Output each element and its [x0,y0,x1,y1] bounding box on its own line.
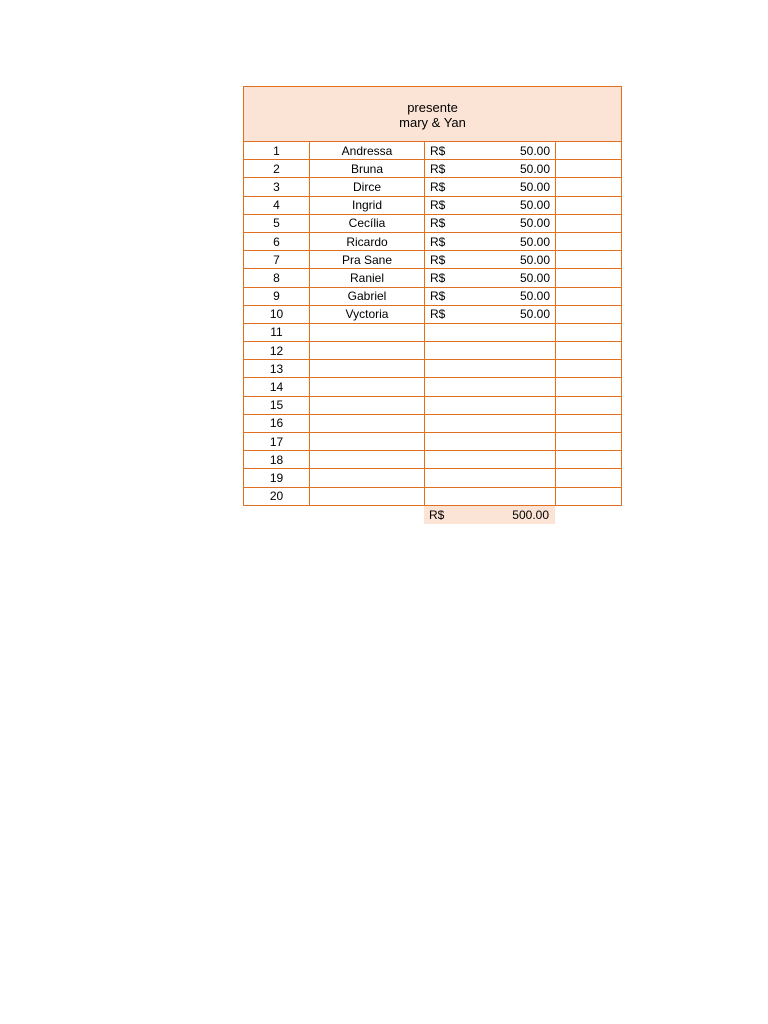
currency-label: R$ [430,179,446,194]
name-cell[interactable]: Vyctoria [310,305,425,323]
amount-value: 50.00 [519,252,550,267]
empty-cell[interactable] [556,396,622,414]
total-cell[interactable] [424,506,555,524]
currency-label: R$ [430,198,446,213]
amount-cell[interactable] [425,251,556,269]
name-cell[interactable]: Raniel [310,269,425,287]
table-row [244,214,622,232]
amount-cell[interactable] [425,360,556,378]
amount-cell[interactable] [425,160,556,178]
table-row [244,287,622,305]
amount-cell[interactable] [425,414,556,432]
row-number-cell[interactable]: 3 [244,178,310,196]
amount-value: 50.00 [519,307,550,322]
empty-cell[interactable] [556,414,622,432]
empty-cell[interactable] [556,269,622,287]
amount-value: 50.00 [519,179,550,194]
title-line-1: presente [407,100,458,115]
row-number-cell[interactable]: 13 [244,360,310,378]
row-number-cell[interactable]: 15 [244,396,310,414]
amount-cell[interactable] [425,451,556,469]
name-cell[interactable]: Bruna [310,160,425,178]
empty-cell[interactable] [556,232,622,250]
title-cell[interactable] [243,86,622,141]
amount-cell[interactable] [425,214,556,232]
amount-cell[interactable] [425,378,556,396]
table-row [244,178,622,196]
amount-cell[interactable] [425,196,556,214]
name-cell[interactable] [310,433,425,451]
table-row [244,451,622,469]
row-number-cell[interactable]: 17 [244,433,310,451]
currency-label: R$ [430,216,446,231]
amount-cell[interactable] [425,287,556,305]
name-cell[interactable] [310,451,425,469]
amount-value: 50.00 [519,270,550,285]
empty-cell[interactable] [556,196,622,214]
table-row [244,396,622,414]
empty-cell[interactable] [556,160,622,178]
row-number-cell[interactable]: 4 [244,196,310,214]
total-currency: R$ [429,507,445,522]
name-cell[interactable] [310,342,425,360]
empty-cell[interactable] [556,214,622,232]
table-row [244,196,622,214]
amount-cell[interactable] [425,323,556,341]
currency-label: R$ [430,307,446,322]
amount-value: 50.00 [519,234,550,249]
empty-cell[interactable] [556,251,622,269]
table-row [244,323,622,341]
amount-cell[interactable] [425,433,556,451]
gift-table [243,141,622,506]
row-number-cell[interactable]: 12 [244,342,310,360]
amount-value: 50.00 [519,216,550,231]
name-cell[interactable]: Andressa [310,142,425,160]
table-row [244,269,622,287]
table-row [244,414,622,432]
amount-value: 50.00 [519,143,550,158]
table-row [244,487,622,505]
table-row [244,305,622,323]
amount-cell[interactable] [425,469,556,487]
row-number-cell[interactable]: 2 [244,160,310,178]
row-number-cell[interactable]: 14 [244,378,310,396]
amount-cell[interactable] [425,342,556,360]
name-cell[interactable]: Dirce [310,178,425,196]
title-line-2: mary & Yan [399,115,466,130]
empty-cell[interactable] [556,323,622,341]
row-number-cell[interactable]: 20 [244,487,310,505]
name-cell[interactable] [310,396,425,414]
table-row [244,142,622,160]
amount-cell[interactable] [425,232,556,250]
name-cell[interactable] [310,414,425,432]
name-cell[interactable]: Cecília [310,214,425,232]
name-cell[interactable] [310,323,425,341]
amount-cell[interactable] [425,487,556,505]
table-row [244,342,622,360]
currency-label: R$ [430,234,446,249]
row-number-cell[interactable]: 7 [244,251,310,269]
amount-cell[interactable] [425,396,556,414]
empty-cell[interactable] [556,305,622,323]
row-number-cell[interactable]: 1 [244,142,310,160]
empty-cell[interactable] [556,433,622,451]
name-cell[interactable] [310,469,425,487]
row-number-cell[interactable]: 16 [244,414,310,432]
empty-cell[interactable] [556,178,622,196]
empty-cell[interactable] [556,469,622,487]
row-number-cell[interactable]: 19 [244,469,310,487]
table-row [244,378,622,396]
row-number-cell[interactable]: 5 [244,214,310,232]
amount-cell[interactable] [425,178,556,196]
amount-cell[interactable] [425,305,556,323]
empty-cell[interactable] [556,342,622,360]
empty-cell[interactable] [556,487,622,505]
amount-cell[interactable] [425,142,556,160]
table-row [244,160,622,178]
name-cell[interactable]: Gabriel [310,287,425,305]
name-cell[interactable] [310,487,425,505]
name-cell[interactable]: Ingrid [310,196,425,214]
table-row [244,232,622,250]
name-cell[interactable] [310,378,425,396]
spreadsheet [243,86,622,524]
row-number-cell[interactable]: 8 [244,269,310,287]
total-row [243,506,622,524]
empty-cell[interactable] [556,451,622,469]
table-row [244,360,622,378]
table-row [244,469,622,487]
amount-value: 50.00 [519,289,550,304]
name-cell[interactable]: Pra Sane [310,251,425,269]
currency-label: R$ [430,270,446,285]
empty-cell[interactable] [556,378,622,396]
row-number-cell[interactable]: 18 [244,451,310,469]
name-cell[interactable] [310,360,425,378]
amount-value: 50.00 [519,198,550,213]
empty-cell[interactable] [556,287,622,305]
empty-cell[interactable] [556,142,622,160]
row-number-cell[interactable]: 11 [244,323,310,341]
currency-label: R$ [430,161,446,176]
amount-value: 50.00 [519,161,550,176]
total-amount: 500.00 [512,507,549,522]
table-row [244,433,622,451]
name-cell[interactable]: Ricardo [310,232,425,250]
currency-label: R$ [430,289,446,304]
currency-label: R$ [430,252,446,267]
currency-label: R$ [430,143,446,158]
row-number-cell[interactable]: 6 [244,232,310,250]
row-number-cell[interactable]: 10 [244,305,310,323]
empty-cell[interactable] [556,360,622,378]
amount-cell[interactable] [425,269,556,287]
table-row [244,251,622,269]
table-body [244,142,622,506]
row-number-cell[interactable]: 9 [244,287,310,305]
